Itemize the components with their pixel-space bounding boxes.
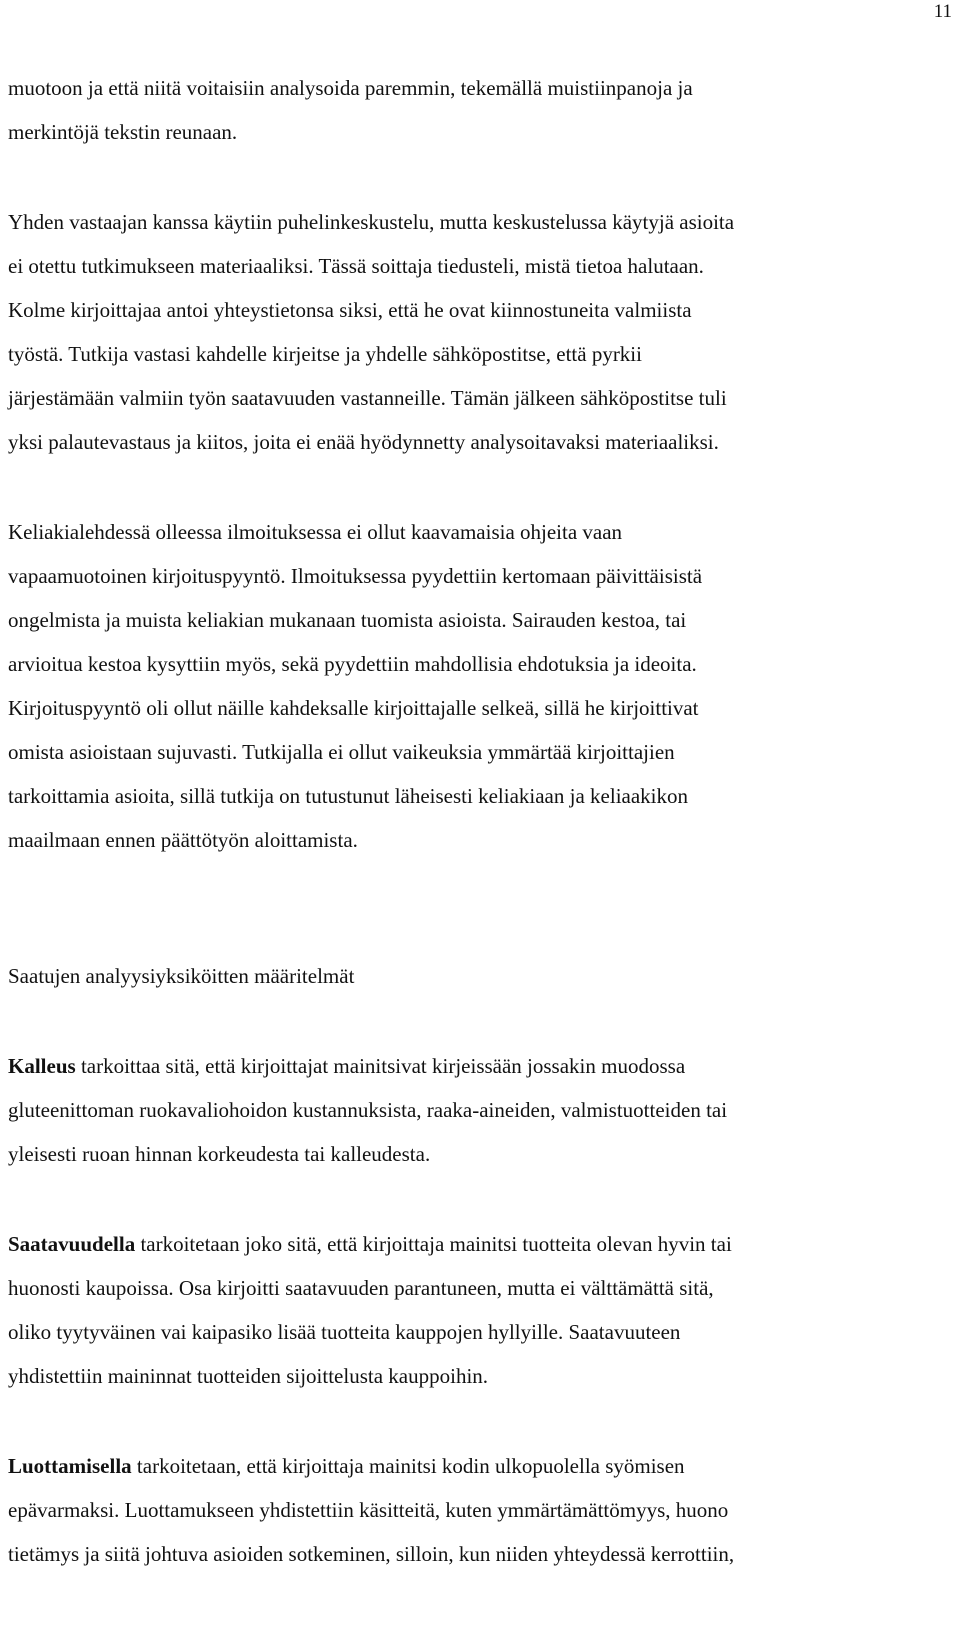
text-line: ei otettu tutkimukseen materiaaliksi. Tässä soittaja tiedusteli, mistä tietoa halutaan. bbox=[8, 254, 704, 278]
definition-term: Saatavuudella bbox=[8, 1232, 136, 1256]
text-line: ongelmista ja muista keliakian mukanaan tuomista asioista. Sairauden kestoa, tai bbox=[8, 608, 687, 632]
text-line: arvioitua kestoa kysyttiin myös, sekä pyydettiin mahdollisia ehdotuksia ja ideoita. bbox=[8, 652, 697, 676]
text-line: yhdistettiin maininnat tuotteiden sijoittelusta kauppoihin. bbox=[8, 1364, 489, 1388]
text-line: omista asioistaan sujuvasti. Tutkijalla ei ollut vaikeuksia ymmärtää kirjoittajien bbox=[8, 740, 675, 764]
definition-text: tarkoitetaan joko sitä, että kirjoittaja mainitsi tuotteita olevan hyvin tai bbox=[135, 1232, 732, 1256]
text-line: epävarmaksi. Luottamukseen yhdistettiin käsitteitä, kuten ymmärtämättömyys, huono bbox=[8, 1498, 729, 1522]
text-line: työstä. Tutkija vastasi kahdelle kirjeitse ja yhdelle sähköpostitse, että pyrkii bbox=[8, 342, 642, 366]
definition-text: tarkoitetaan, että kirjoittaja mainitsi kodin ulkopuolella syömisen bbox=[131, 1454, 685, 1478]
text-line: yksi palautevastaus ja kiitos, joita ei enää hyödynnetty analysoitavaksi materiaaliksi. bbox=[8, 430, 719, 454]
definition-first-line bbox=[8, 1052, 685, 1080]
text-line: vapaamuotoinen kirjoituspyyntö. Ilmoituksessa pyydettiin kertomaan päivittäisistä bbox=[8, 564, 703, 588]
definition-first-line bbox=[8, 1230, 732, 1258]
text-line: tietämys ja siitä johtuva asioiden sotkeminen, silloin, kun niiden yhteydessä kerrottiin, bbox=[8, 1542, 735, 1566]
text-line: gluteenittoman ruokavaliohoidon kustannuksista, raaka-aineiden, valmistuotteiden tai bbox=[8, 1098, 728, 1122]
definition-first-line bbox=[8, 1452, 685, 1480]
text-line: Kirjoituspyyntö oli ollut näille kahdeksalle kirjoittajalle selkeä, sillä he kirjoittivat bbox=[8, 696, 699, 720]
text-line: tarkoittamia asioita, sillä tutkija on tutustunut läheisesti keliakiaan ja keliaakikon bbox=[8, 784, 688, 808]
page-number: 11 bbox=[933, 1, 952, 22]
section-heading: Saatujen analyysiyksiköitten määritelmät bbox=[8, 964, 355, 988]
text-line: muotoon ja että niitä voitaisiin analysoida paremmin, tekemällä muistiinpanoja ja bbox=[8, 76, 693, 100]
definition-text: tarkoittaa sitä, että kirjoittajat mainitsivat kirjeissään jossakin muodossa bbox=[75, 1054, 686, 1078]
text-line: merkintöjä tekstin reunaan. bbox=[8, 120, 238, 144]
text-line: järjestämään valmiin työn saatavuuden vastanneille. Tämän jälkeen sähköpostitse tuli bbox=[8, 386, 727, 410]
definition-term: Luottamisella bbox=[8, 1454, 132, 1478]
text-line: oliko tyytyväinen vai kaipasiko lisää tuotteita kauppojen hyllyille. Saatavuuteen bbox=[8, 1320, 681, 1344]
text-line: Kolme kirjoittajaa antoi yhteystietonsa siksi, että he ovat kiinnostuneita valmiista bbox=[8, 298, 692, 322]
text-line: yleisesti ruoan hinnan korkeudesta tai kalleudesta. bbox=[8, 1142, 431, 1166]
text-line: maailmaan ennen päättötyön aloittamista. bbox=[8, 828, 358, 852]
text-line: Keliakialehdessä olleessa ilmoituksessa ei ollut kaavamaisia ohjeita vaan bbox=[8, 520, 623, 544]
text-line: Yhden vastaajan kanssa käytiin puhelinkeskustelu, mutta keskustelussa käytyjä asioita bbox=[8, 210, 735, 234]
definition-term: Kalleus bbox=[8, 1054, 76, 1078]
text-line: huonosti kaupoissa. Osa kirjoitti saatavuuden parantuneen, mutta ei välttämättä sitä, bbox=[8, 1276, 714, 1300]
